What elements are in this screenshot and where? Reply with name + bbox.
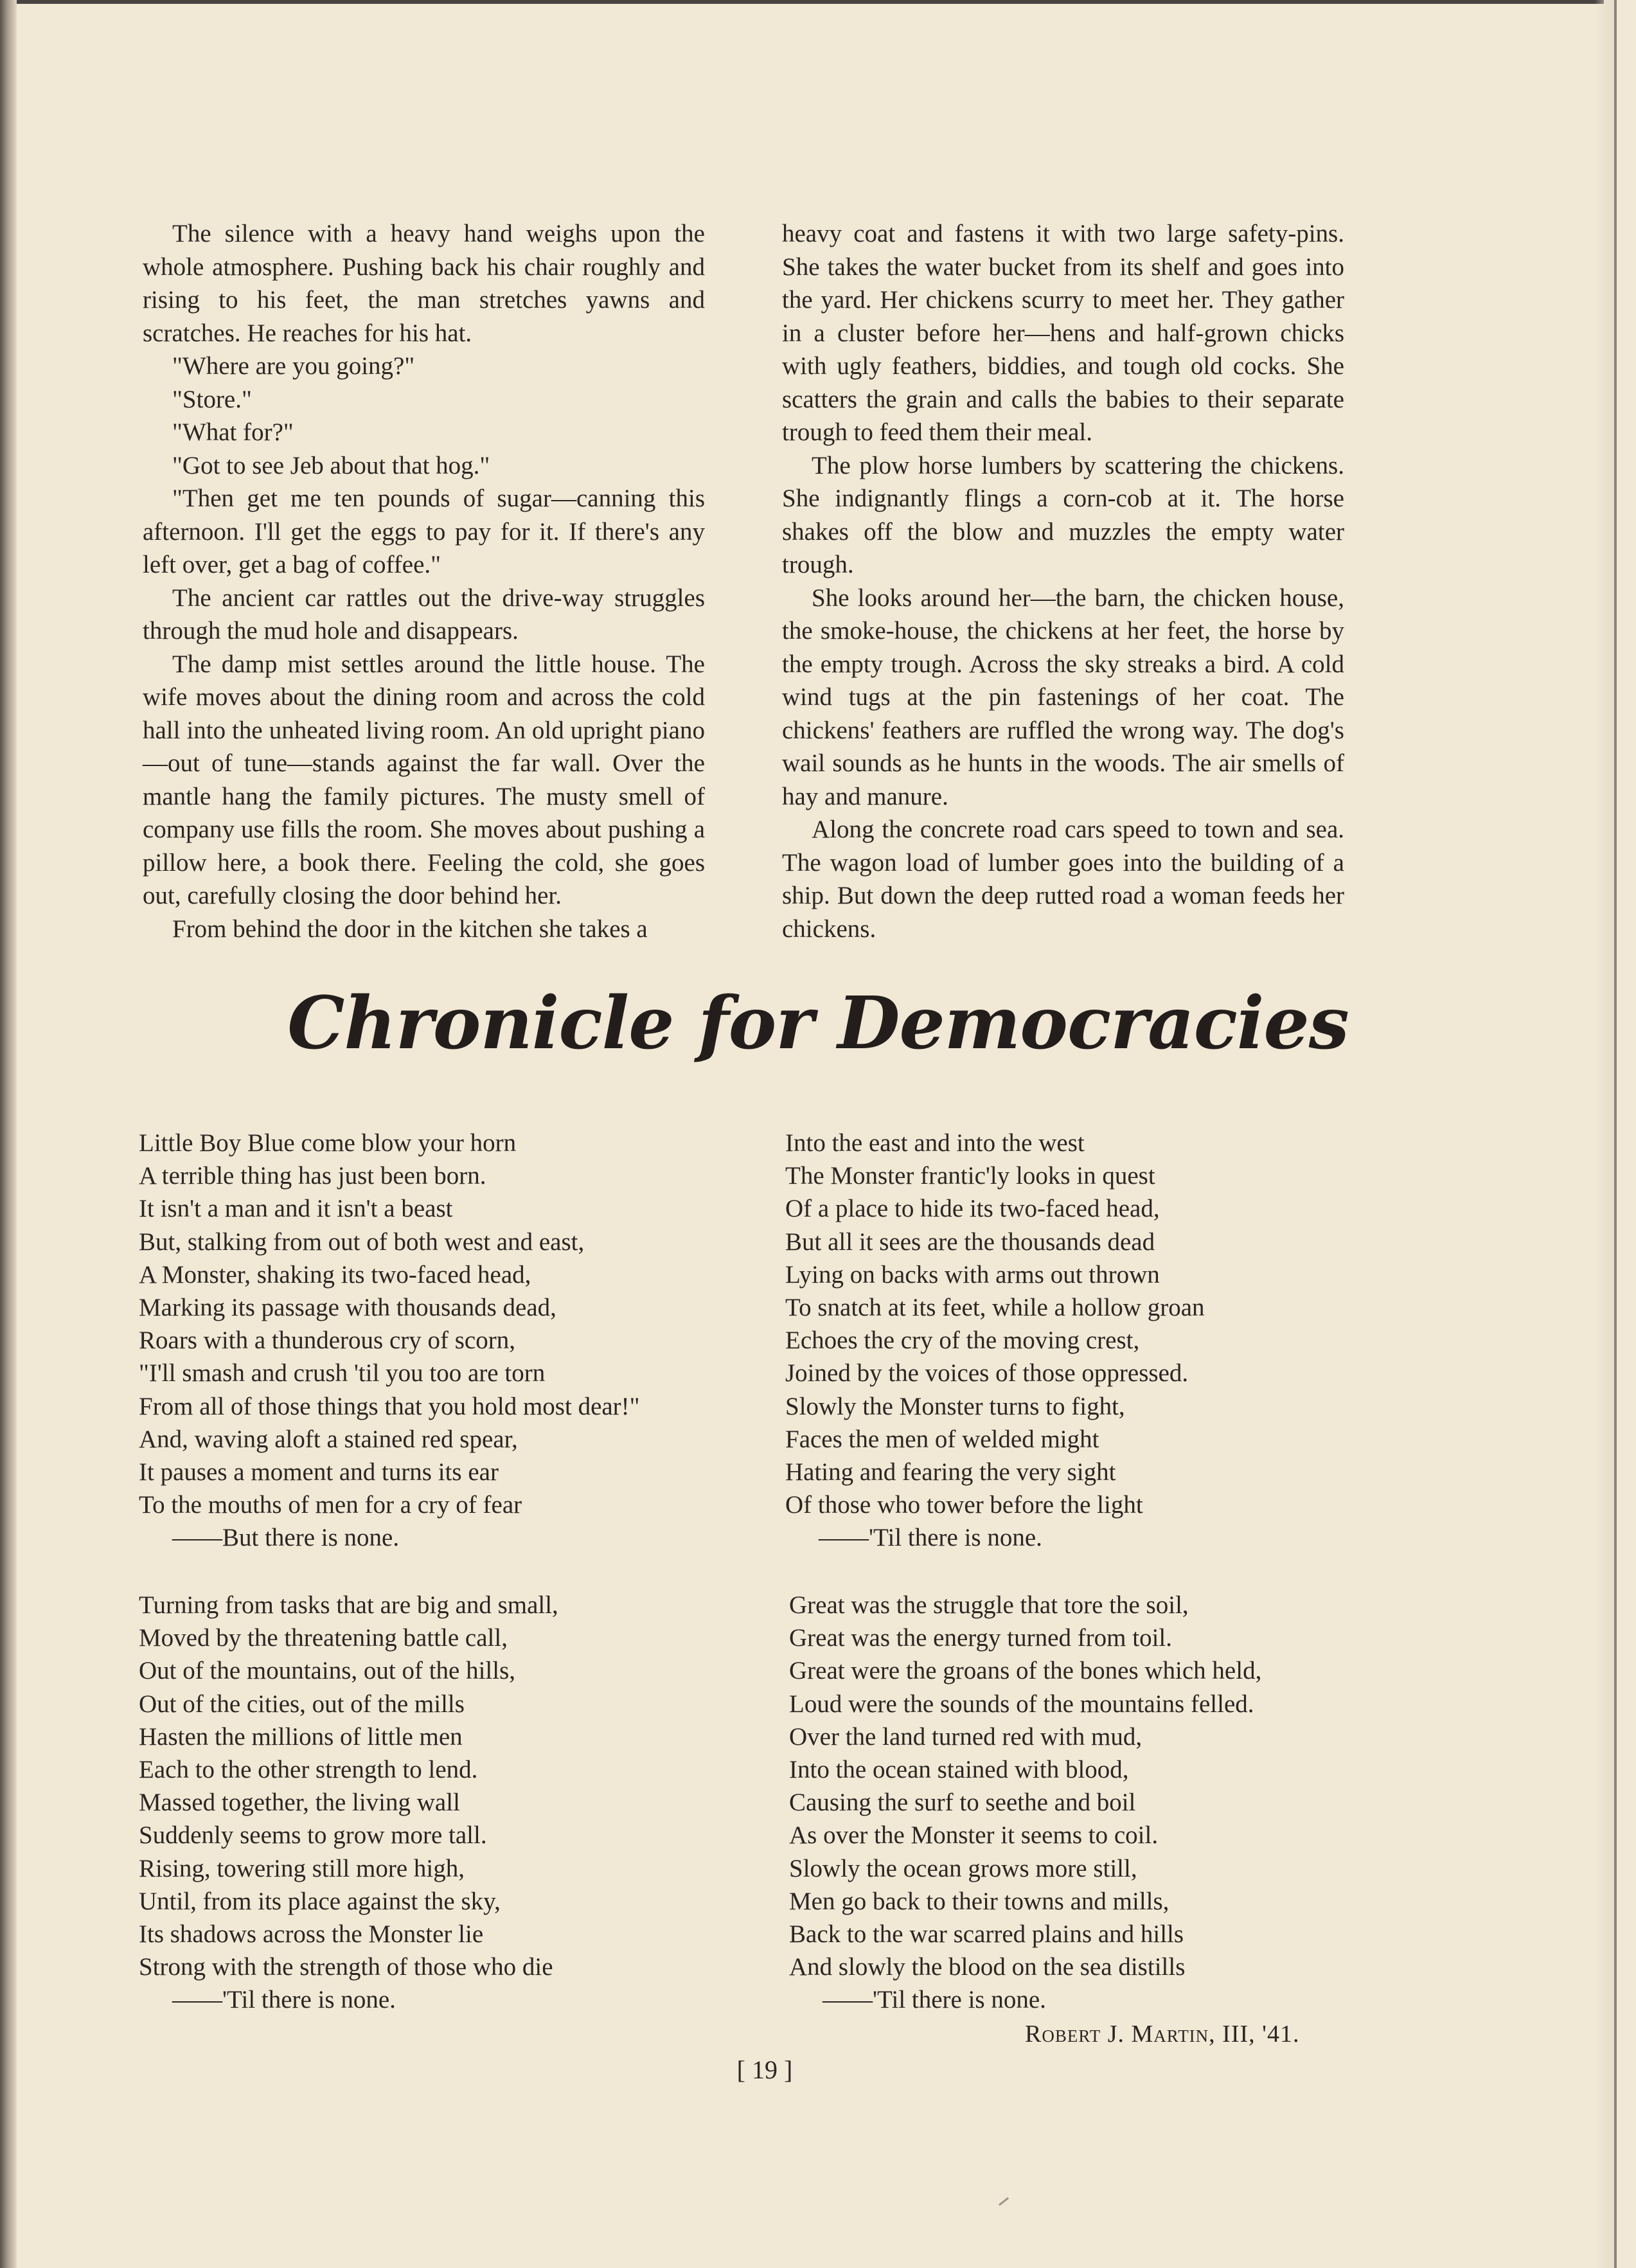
poem-line: A Monster, shaking its two-faced head,: [139, 1260, 531, 1289]
poem-line: Joined by the voices of those oppressed.: [785, 1359, 1189, 1388]
poem-stanza: [789, 1589, 1419, 2017]
poem-line: Strong with the strength of those who die: [139, 1953, 553, 1981]
poem-line: To the mouths of men for a cry of fear: [139, 1491, 522, 1519]
poem-line: Out of the mountains, out of the hills,: [139, 1657, 516, 1685]
poem-line: Faces the men of welded might: [785, 1425, 1099, 1453]
poem-line: Of a place to hide its two-faced head,: [785, 1195, 1160, 1223]
prose-paragraph: From behind the door in the kitchen she takes a: [172, 915, 648, 943]
poem-line: Turning from tasks that are big and small,: [139, 1591, 558, 1619]
poem-line: Into the east and into the west: [785, 1129, 1085, 1157]
prose-paragraph: The plow horse lumbers by scattering the chickens. She indignantly flings a corn-cob at it. The horse shakes off the blow and muzzles the empty water trough.: [782, 451, 1344, 578]
page-number: [ 19 ]: [736, 2055, 793, 2084]
poem-line: Echoes the cry of the moving crest,: [785, 1326, 1140, 1355]
prose-paragraph: Along the concrete road cars speed to town and sea. The wagon load of lumber goes into the building of a ship. But down the deep rutted road a woman feeds her chickens.: [782, 816, 1344, 943]
poem-refrain: ——'Til there is none.: [172, 1986, 396, 2014]
poem-line: It pauses a moment and turns its ear: [139, 1458, 499, 1487]
poem-line: Until, from its place against the sky,: [139, 1887, 501, 1915]
prose-paragraph: "Store.": [172, 385, 252, 413]
poem-refrain: ——But there is none.: [172, 1524, 400, 1552]
poem-line: But all it sees are the thousands dead: [785, 1228, 1155, 1256]
poem-refrain: ——'Til there is none.: [819, 1524, 1042, 1552]
binding-shadow: [0, 0, 17, 2268]
prose-paragraph: The ancient car rattles out the drive-way struggles through the mud hole and disappears.: [143, 584, 705, 645]
top-border: [0, 0, 1604, 4]
poem-line: Great was the energy turned from toil.: [789, 1624, 1173, 1652]
poem-line: Lying on backs with arms out thrown: [785, 1260, 1160, 1289]
poem-line: The Monster frantic'ly looks in quest: [785, 1162, 1155, 1190]
poem-line: Moved by the threatening battle call,: [139, 1624, 508, 1652]
prose-paragraph: "Where are you going?": [172, 352, 415, 380]
poem-author: Robert J. Martin, III, '41.: [1025, 2021, 1300, 2048]
poem-line: Into the ocean stained with blood,: [789, 1756, 1129, 1784]
poem-line: Men go back to their towns and mills,: [789, 1887, 1169, 1915]
prose-paragraph: "What for?": [172, 418, 294, 446]
poem-line: Hasten the millions of little men: [139, 1722, 463, 1751]
poem-line: Out of the cities, out of the mills: [139, 1690, 465, 1718]
poem-stanza: [139, 1589, 769, 2017]
poem-line: Loud were the sounds of the mountains felled.: [789, 1690, 1254, 1718]
poem-line: Hating and fearing the very sight: [785, 1458, 1116, 1487]
poem-line: Its shadows across the Monster lie: [139, 1920, 484, 1949]
poem-line: Roars with a thunderous cry of scorn,: [139, 1326, 515, 1355]
page-edge-shade: [1595, 0, 1614, 2268]
poem-line: Slowly the Monster turns to fight,: [785, 1392, 1125, 1420]
prose-paragraph: The damp mist settles around the little house. The wife moves about the dining room and across the cold hall into the unheated living room. An old upright piano—out of tune—stands against the far wall. Over the mantle hang the family pictures. The musty smell of company use fills the room. She moves about pushing a pillow here, a book there. Feeling the cold, she goes out, carefully closing the door behind her.: [143, 650, 705, 909]
poem-line: As over the Monster it seems to coil.: [789, 1821, 1159, 1850]
prose-paragraph: heavy coat and fastens it with two large safety-pins. She takes the water bucket from its shelf and goes into the yard. Her chickens scurry to meet her. They gather in a cluster before her—hens and half-grown chicks with ugly feathers, biddies, and tough old cocks. She scatters the grain and calls the babies to their separate trough to feed them their meal.: [782, 220, 1344, 446]
poem-line: Of those who tower before the light: [785, 1491, 1143, 1519]
poem-line: Causing the surf to seethe and boil: [789, 1789, 1136, 1817]
poem-line: "I'll smash and crush 'til you too are torn: [139, 1359, 546, 1388]
poem-line: Suddenly seems to grow more tall.: [139, 1821, 487, 1850]
poem-line: Marking its passage with thousands dead,: [139, 1294, 556, 1322]
poem-line: It isn't a man and it isn't a beast: [139, 1195, 453, 1223]
poem-line: Little Boy Blue come blow your horn: [139, 1129, 517, 1157]
poem-stanza: [785, 1127, 1415, 1555]
poem-line: From all of those things that you hold most dear!": [139, 1392, 640, 1420]
pencil-mark: [999, 2197, 1009, 2206]
poem-stanza: [139, 1127, 769, 1555]
poem-line: Rising, towering still more high,: [139, 1854, 465, 1882]
poem-line: And slowly the blood on the sea distills: [789, 1953, 1186, 1981]
poem-line: Over the land turned red with mud,: [789, 1722, 1143, 1751]
poem-line: To snatch at its feet, while a hollow groan: [785, 1294, 1205, 1322]
poem-line: Slowly the ocean grows more still,: [789, 1854, 1137, 1882]
prose-paragraph: The silence with a heavy hand weighs upon the whole atmosphere. Pushing back his chair roughly and rising to his feet, the man stretches yawns and scratches. He reaches for his hat.: [143, 220, 705, 347]
poem-line: Great was the struggle that tore the soil,: [789, 1591, 1189, 1619]
poem-title: Chronicle for Democracies: [287, 981, 1349, 1066]
prose-paragraph: She looks around her—the barn, the chicken house, the smoke-house, the chickens at her feet, the horse by the empty trough. Across the sky streaks a bird. A cold wind tugs at the pin fastenings of her coat. The chickens' feathers are ruffled the wrong way. The dog's wail sounds as he hunts in the woods. The air smells of hay and manure.: [782, 584, 1344, 810]
prose-paragraph: "Then get me ten pounds of sugar—canning this afternoon. I'll get the eggs to pay for it. If there's any left over, get a bag of coffee.": [143, 485, 705, 578]
poem-line: A terrible thing has just been born.: [139, 1162, 486, 1190]
prose-paragraph: "Got to see Jeb about that hog.": [172, 451, 490, 479]
prose-column-left: [143, 217, 705, 945]
poem-line: And, waving aloft a stained red spear,: [139, 1425, 518, 1453]
right-border: [1614, 0, 1617, 2268]
poem-line: Great were the groans of the bones which held,: [789, 1657, 1262, 1685]
poem-line: Back to the war scarred plains and hills: [789, 1920, 1184, 1949]
prose-column-right: [782, 217, 1344, 945]
poem-line: But, stalking from out of both west and east,: [139, 1228, 585, 1256]
poem-line: Massed together, the living wall: [139, 1789, 460, 1817]
poem-line: Each to the other strength to lend.: [139, 1756, 478, 1784]
poem-refrain: ——'Til there is none.: [822, 1986, 1046, 2014]
